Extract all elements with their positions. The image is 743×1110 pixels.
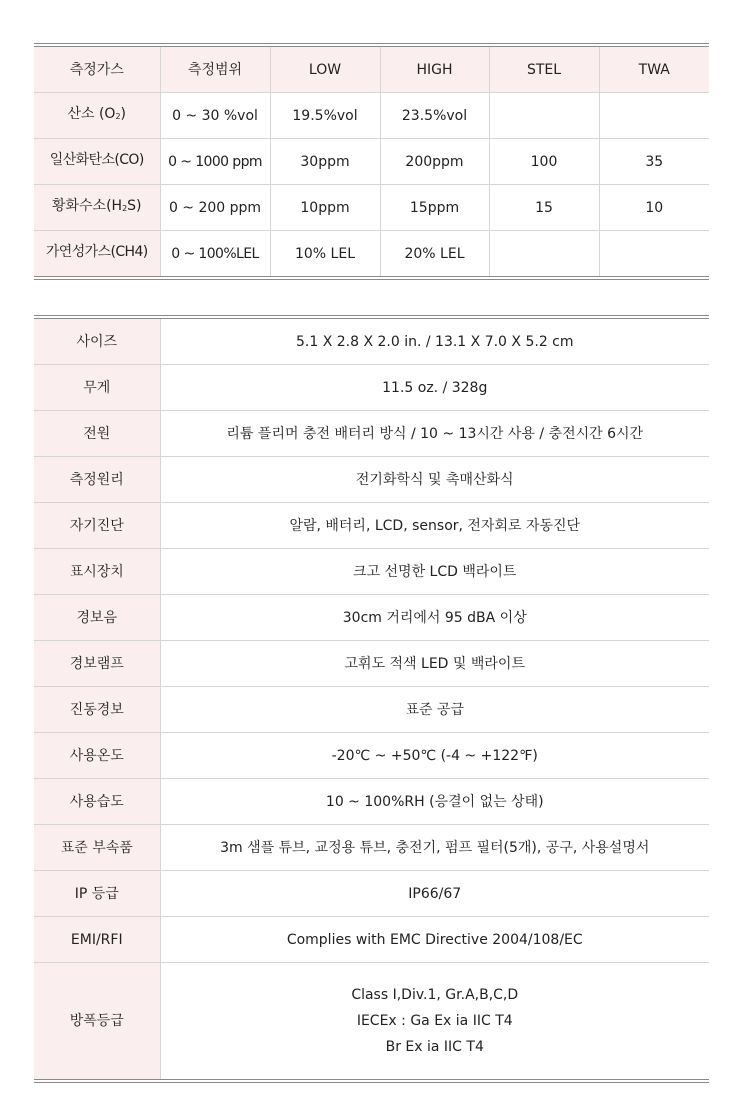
spec-value: 11.5 oz. / 328g bbox=[160, 365, 709, 411]
explosion-rating-line: IECEx : Ga Ex ia IIC T4 bbox=[356, 1013, 513, 1029]
device-spec-table bbox=[34, 315, 709, 1083]
gas-name: 일산화탄소(CO) bbox=[34, 139, 160, 185]
gas-low: 30ppm bbox=[270, 139, 380, 185]
gas-high: 200ppm bbox=[380, 139, 489, 185]
spec-value: IP66/67 bbox=[160, 871, 709, 917]
table-row bbox=[34, 549, 709, 595]
gas-range: 0 ~ 200 ppm bbox=[160, 185, 270, 231]
table-row bbox=[34, 231, 709, 277]
explosion-rating-line: Class I,Div.1, Gr.A,B,C,D bbox=[351, 987, 519, 1003]
table-row bbox=[34, 503, 709, 549]
table-bottom-rule bbox=[34, 1079, 709, 1083]
table-row bbox=[34, 871, 709, 917]
gas-range: 0 ~ 30 %vol bbox=[160, 93, 270, 139]
spec-label: 측정원리 bbox=[34, 457, 160, 503]
spec-label: 경보음 bbox=[34, 595, 160, 641]
spec-value: 30cm 거리에서 95 dBA 이상 bbox=[160, 595, 709, 641]
spec-label: 사용온도 bbox=[34, 733, 160, 779]
table-row bbox=[34, 365, 709, 411]
spec-label: 무게 bbox=[34, 365, 160, 411]
spec-label: 표준 부속품 bbox=[34, 825, 160, 871]
spec-value: 5.1 X 2.8 X 2.0 in. / 13.1 X 7.0 X 5.2 cm bbox=[160, 319, 709, 365]
spec-label: 사용습도 bbox=[34, 779, 160, 825]
gas-stel: 100 bbox=[489, 139, 599, 185]
gas-low: 10ppm bbox=[270, 185, 380, 231]
spec-label: 방폭등급 bbox=[34, 963, 160, 1080]
table-row bbox=[34, 825, 709, 871]
header-twa: TWA bbox=[599, 47, 709, 93]
table-row bbox=[34, 917, 709, 963]
spec-value: 3m 샘플 튜브, 교정용 튜브, 충전기, 펌프 필터(5개), 공구, 사용설명서 bbox=[160, 825, 709, 871]
spec-value: 알람, 배터리, LCD, sensor, 전자회로 자동진단 bbox=[160, 503, 709, 549]
table-row bbox=[34, 457, 709, 503]
spec-label: 경보램프 bbox=[34, 641, 160, 687]
table-row-explosion-rating bbox=[34, 963, 709, 1080]
spec-value: 고휘도 적색 LED 및 백라이트 bbox=[160, 641, 709, 687]
gas-name: 산소 $(O_2)$ bbox=[34, 93, 160, 139]
gas-stel bbox=[489, 231, 599, 277]
gas-name: 황화수소$(H_2S)$ bbox=[34, 185, 160, 231]
gas-stel bbox=[489, 93, 599, 139]
table-bottom-rule bbox=[34, 276, 709, 280]
table-row bbox=[34, 411, 709, 457]
header-high: HIGH bbox=[380, 47, 489, 93]
table-row bbox=[34, 185, 709, 231]
gas-twa: 35 bbox=[599, 139, 709, 185]
gas-spec-table bbox=[34, 43, 709, 280]
spec-label: 자기진단 bbox=[34, 503, 160, 549]
gas-twa bbox=[599, 231, 709, 277]
gas-high: 20% LEL bbox=[380, 231, 489, 277]
spec-value: 표준 공급 bbox=[160, 687, 709, 733]
spec-label: 전원 bbox=[34, 411, 160, 457]
spec-value: Complies with EMC Directive 2004/108/EC bbox=[160, 917, 709, 963]
gas-name: 가연성가스(CH4) bbox=[34, 231, 160, 277]
gas-high: 23.5%vol bbox=[380, 93, 489, 139]
spec-value: 리튬 플리머 충전 배터리 방식 / 10 ~ 13시간 사용 / 충전시간 6시간 bbox=[160, 411, 709, 457]
spec-label: 표시장치 bbox=[34, 549, 160, 595]
table-row bbox=[34, 595, 709, 641]
gas-twa: 10 bbox=[599, 185, 709, 231]
gas-twa bbox=[599, 93, 709, 139]
table-row bbox=[34, 139, 709, 185]
spec-label: 진동경보 bbox=[34, 687, 160, 733]
spec-label: EMI/RFI bbox=[34, 917, 160, 963]
spec-value: 크고 선명한 LCD 백라이트 bbox=[160, 549, 709, 595]
gas-low: 19.5%vol bbox=[270, 93, 380, 139]
gas-range: 0 ~ 1000 ppm bbox=[160, 139, 270, 185]
table-row bbox=[34, 687, 709, 733]
table-row bbox=[34, 641, 709, 687]
table-row bbox=[34, 319, 709, 365]
header-low: LOW bbox=[270, 47, 380, 93]
header-stel: STEL bbox=[489, 47, 599, 93]
spec-value: -20℃ ~ +50℃ (-4 ~ +122℉) bbox=[160, 733, 709, 779]
spec-value: 전기화학식 및 촉매산화식 bbox=[160, 457, 709, 503]
gas-range: 0 ~ 100%LEL bbox=[160, 231, 270, 277]
gas-table-header-row bbox=[34, 47, 709, 93]
gas-high: 15ppm bbox=[380, 185, 489, 231]
spec-value bbox=[160, 963, 709, 1080]
header-gas: 측정가스 bbox=[34, 47, 160, 93]
spec-label: IP 등급 bbox=[34, 871, 160, 917]
explosion-rating-line: Br Ex ia IIC T4 bbox=[385, 1039, 484, 1055]
gas-stel: 15 bbox=[489, 185, 599, 231]
table-row bbox=[34, 779, 709, 825]
spec-label: 사이즈 bbox=[34, 319, 160, 365]
table-row bbox=[34, 733, 709, 779]
table-row bbox=[34, 93, 709, 139]
spec-value: 10 ~ 100%RH (응결이 없는 상태) bbox=[160, 779, 709, 825]
gas-low: 10% LEL bbox=[270, 231, 380, 277]
header-range: 측정범위 bbox=[160, 47, 270, 93]
